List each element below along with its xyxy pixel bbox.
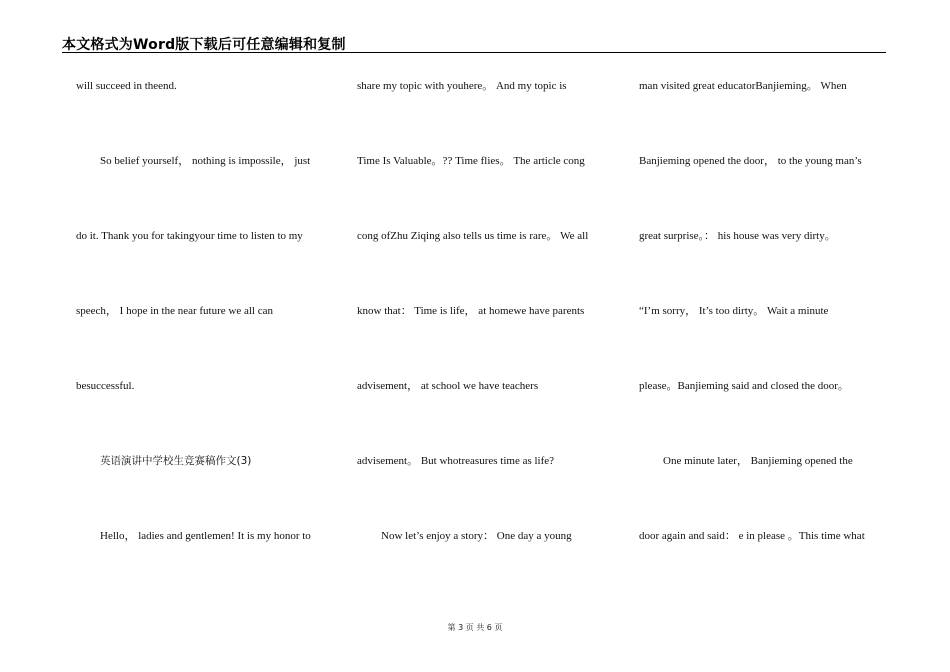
col3-line-6: One minute later， Banjieming opened the — [663, 455, 853, 467]
page-header-title: 本文格式为Word版下载后可任意编辑和复制 — [62, 37, 346, 53]
col1-line-2: So belief yourself， nothing is impossile， just — [100, 155, 311, 167]
col1-line-4: speech， I hope in the near future we all can — [76, 305, 273, 317]
col1-line-3: do it. Thank you for takingyour time to listen to my — [76, 230, 303, 242]
col3-line-2: Banjieming opened the door， to the young man’s — [639, 155, 862, 167]
page-number-footer: 第 3 页 共 6 页 — [447, 623, 503, 632]
col2-line-4: know that： Time is life， at homewe have parents — [357, 305, 585, 317]
col3-line-5: please。Banjieming said and closed the door。 — [639, 380, 849, 392]
col2-line-1: share my topic with youhere。 And my topic is — [357, 80, 567, 92]
section-heading: 英语演讲中学校生竞赛稿作文(3) — [100, 455, 252, 467]
col2-line-3: cong ofZhu Ziqing also tells us time is rare。 We all — [357, 230, 589, 242]
col1-line-7: Hello， ladies and gentlemen! It is my honor to — [100, 530, 311, 542]
header-divider — [62, 52, 886, 53]
col3-line-4: “I’m sorry， It’s too dirty。 Wait a minute — [639, 305, 829, 317]
col1-line-5: besuccessful. — [76, 380, 135, 392]
col2-line-5: advisement， at school we have teachers — [357, 380, 539, 392]
col2-line-7: Now let’s enjoy a story： One day a young — [381, 530, 572, 542]
col1-line-1: will succeed in theend. — [76, 80, 177, 92]
col2-line-6: advisement。 But whotreasures time as life? — [357, 455, 555, 467]
col3-line-7: door again and said： e in please 。This time what — [639, 530, 865, 542]
col3-line-3: great surprise。： his house was very dirty。 — [639, 230, 836, 242]
col3-line-1: man visited great educatorBanjieming。 When — [639, 80, 847, 92]
col2-line-2: Time Is Valuable。?? Time flies。 The article cong — [357, 155, 585, 167]
